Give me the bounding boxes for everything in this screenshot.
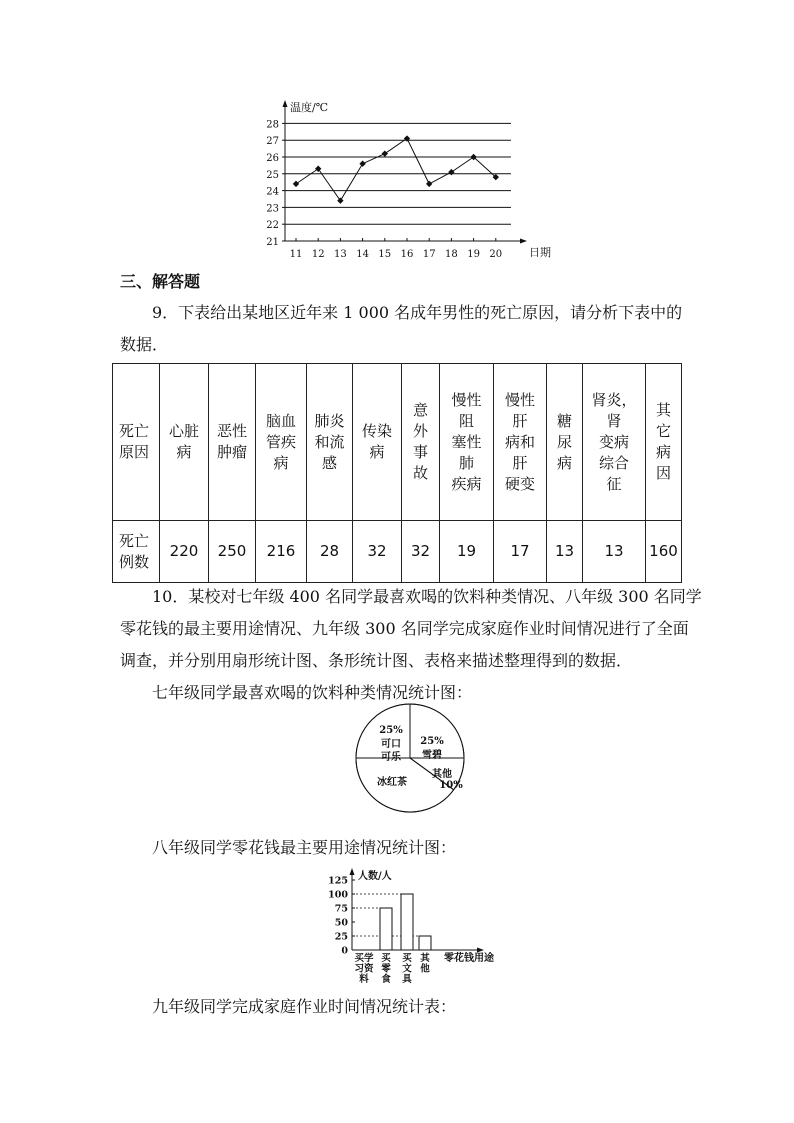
table-cell-cause: 糖 尿 病	[547, 364, 583, 521]
bar-category-labels	[354, 952, 430, 985]
bar-category-label: 他	[420, 963, 430, 975]
homework-table-caption: 九年级同学完成家庭作业时间情况统计表：	[152, 997, 457, 1016]
table-cell-cause: 其 它 病 因	[646, 364, 682, 521]
section-heading: 三、解答题	[120, 272, 201, 291]
question-9-line-2: 数据．	[120, 335, 169, 354]
bar-category-label: 食	[381, 974, 391, 985]
table-cell-cause: 慢性 阻 塞性 肺 疾病	[440, 364, 494, 521]
temperature-y-axis-label: 温度/℃	[290, 101, 329, 114]
temperature-y-tick-label: 24	[266, 186, 279, 198]
temperature-x-tick-label: 17	[422, 249, 436, 260]
bar	[380, 908, 392, 950]
bar-y-tick-label: 125	[328, 875, 348, 887]
temperature-y-tick-label: 25	[266, 169, 279, 181]
bar-y-tick-label: 75	[334, 903, 348, 915]
bar-category-label: 买学	[354, 953, 374, 964]
bar-y-tick-label: 100	[328, 889, 348, 901]
temperature-x-tick-label: 12	[311, 249, 325, 260]
table-cell-count: 216	[256, 521, 307, 583]
bar-y-tick-label: 50	[334, 917, 348, 929]
table-cell-count: 32	[353, 521, 402, 583]
temperature-y-tick-label: 23	[266, 203, 279, 215]
pie-label-sprite-pct: 25%	[420, 736, 444, 747]
question-10-line-3: 调查，并分别用扇形统计图、条形统计图、表格来描述整理得到的数据．	[120, 651, 633, 670]
temperature-series-line	[296, 139, 496, 201]
bar-category-label: 其	[420, 953, 430, 964]
table-cell-cause: 心脏 病	[160, 364, 209, 521]
pie-label-cola-line1: 可口	[381, 739, 401, 750]
table-cell-count: 28	[307, 521, 353, 583]
table-row-causes	[113, 364, 682, 521]
temperature-grid	[285, 123, 511, 224]
temperature-point	[382, 150, 388, 156]
temperature-x-tick-label: 18	[445, 249, 458, 260]
drink-pie-chart	[354, 702, 466, 814]
bar-category-label: 买	[402, 953, 412, 964]
table-header-cause-text: 死亡 原因	[119, 422, 150, 461]
temperature-y-axis-arrow	[283, 100, 288, 107]
table-cell-cause: 意 外 事 故	[402, 364, 440, 521]
bar-chart-caption: 八年级同学零花钱最主要用途情况统计图：	[152, 838, 457, 857]
temperature-x-tick-label: 13	[334, 249, 347, 260]
pie-label-sprite-name: 雪碧	[422, 750, 442, 761]
bar-category-label: 习资	[354, 963, 374, 975]
table-cell-count: 17	[494, 521, 547, 583]
table-cell-count: 220	[160, 521, 209, 583]
temperature-y-tick-label: 27	[266, 136, 279, 148]
temperature-x-tick-label: 11	[289, 249, 303, 260]
temperature-x-tick-label: 15	[378, 249, 392, 260]
temperature-point	[293, 181, 299, 187]
bar-y-tick-label: 25	[334, 931, 348, 943]
temperature-x-tick-label: 16	[400, 249, 414, 260]
temperature-x-tick-label: 20	[489, 249, 503, 260]
temperature-point	[337, 197, 343, 203]
bar-category-label: 具	[402, 974, 412, 985]
death-causes-table	[112, 363, 682, 583]
table-row-counts	[113, 521, 682, 583]
pie-chart-caption: 七年级同学最喜欢喝的饮料种类情况统计图：	[152, 683, 473, 702]
bar-y-axis-arrow	[350, 868, 355, 875]
temperature-x-tick-label: 14	[356, 249, 369, 260]
temperature-point	[404, 135, 410, 141]
table-header-count	[113, 521, 160, 583]
pie-label-other-pct: 10%	[439, 780, 463, 791]
table-cell-cause: 慢性 肝 病和 肝 硬变	[494, 364, 547, 521]
question-10-line-2: 零花钱的最主要用途情况、九年级 300 名同学完成家庭作业时间情况进行了全面	[120, 619, 689, 638]
temperature-point	[359, 161, 365, 167]
table-cell-cause: 恶性 肿瘤	[209, 364, 256, 521]
temperature-point	[426, 181, 432, 187]
bar	[401, 894, 413, 950]
table-cell-count: 13	[583, 521, 646, 583]
temperature-y-tick-label: 26	[266, 153, 279, 164]
bar-category-label: 零	[381, 963, 391, 975]
table-header-count-text: 死亡 例数	[119, 531, 150, 571]
table-cell-count: 19	[440, 521, 494, 583]
pocket-money-bar-chart	[320, 864, 510, 992]
temperature-y-tick-label: 28	[266, 119, 279, 131]
bar-x-axis-arrow	[477, 948, 484, 953]
temperature-x-axis-arrow	[520, 239, 527, 244]
temperature-line-chart	[255, 95, 565, 265]
table-cell-count: 160	[646, 521, 682, 583]
temperature-y-ticks	[266, 119, 285, 248]
pie-slices	[356, 704, 464, 812]
temperature-point	[315, 166, 321, 172]
table-cell-cause: 肾炎， 肾 变病 综合 征	[583, 364, 646, 521]
temperature-y-tick-label: 22	[266, 220, 279, 232]
question-9-line-1: 9．下表给出某地区近年来 1 000 名成年男性的死亡原因，请分析下表中的	[152, 303, 683, 322]
table-cell-count: 250	[209, 521, 256, 583]
temperature-x-tick-label: 19	[467, 249, 480, 260]
bar	[419, 936, 431, 950]
pie-label-icetea-name: 冰红茶	[377, 777, 407, 788]
temperature-x-axis-label: 日期	[529, 246, 551, 259]
bar-category-label: 料	[359, 974, 369, 985]
table-cell-cause: 传染 病	[353, 364, 402, 521]
table-cell-count: 32	[402, 521, 440, 583]
table-header-cause	[113, 364, 160, 521]
bar-category-label: 文	[402, 963, 412, 975]
bar-category-label: 买	[381, 953, 391, 964]
bar-x-axis-label: 零花钱用途	[444, 953, 494, 964]
pie-label-other-name: 其他	[432, 769, 452, 780]
temperature-y-tick-label: 21	[266, 237, 279, 248]
bar-y-tick-label: 0	[341, 945, 348, 957]
bar-y-ticks	[328, 876, 355, 957]
question-10-line-1: 10．某校对七年级 400 名同学最喜欢喝的饮料种类情况、八年级 300 名同学	[152, 587, 702, 606]
bar-y-axis-label: 人数/人	[358, 871, 392, 882]
pie-label-cola-pct: 25%	[379, 725, 403, 736]
table-cell-count: 13	[547, 521, 583, 583]
temperature-point	[448, 169, 454, 175]
table-cell-cause: 肺炎 和流 感	[307, 364, 353, 521]
table-cell-cause: 脑血 管疾 病	[256, 364, 307, 521]
bar-rects	[380, 894, 431, 950]
pie-label-cola-line2: 可乐	[381, 752, 401, 763]
